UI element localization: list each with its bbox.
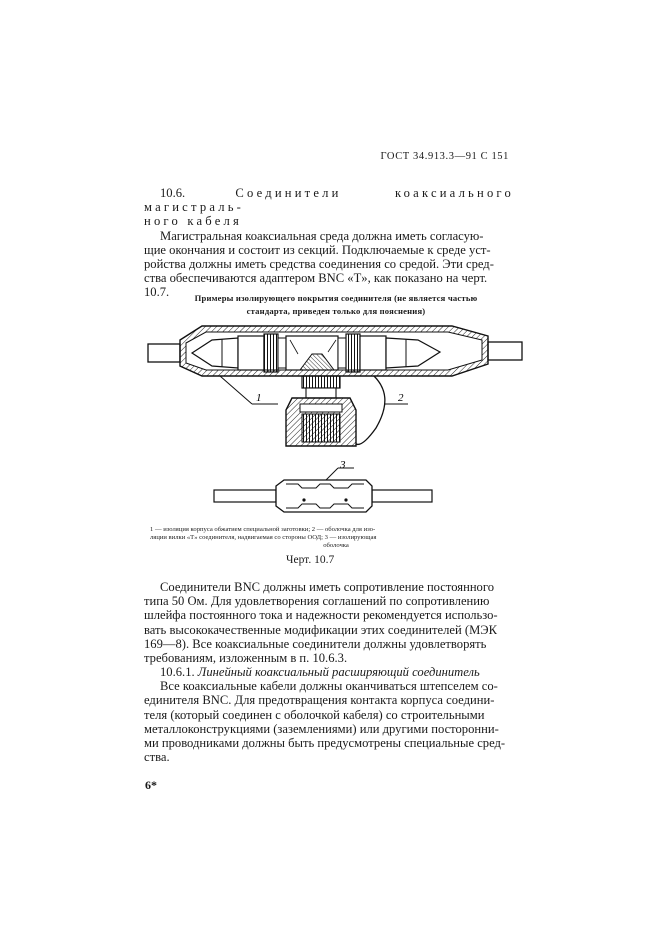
text-line: единителя BNC. Для предотвращения контакта корпуса соедини- [144,693,495,708]
figure-label: Черт. 10.7 [286,554,335,566]
legend-line: ляции вилки «T» соединителя, надвигаемая со стороны ООД; 3 — изолирующая [150,534,377,542]
legend-line: оболочка [323,542,349,550]
t-stem [286,376,356,446]
callout-label: 3 [340,459,346,471]
text-line: 10.7. [144,285,170,300]
page-signature-mark: 6* [145,778,157,792]
text-line: требованиям, изложенным в п. 10.6.3. [144,651,348,666]
text-line: ства. [144,750,170,765]
running-head: ГОСТ 34.913.3—91 С 151 [380,151,509,162]
paragraph-bnc [144,580,514,665]
cable-right [488,342,522,360]
inline-sleeve-drawing [214,468,432,512]
figure-legend [150,526,522,551]
subsection-number: 10.6.1. [160,665,195,679]
section-number: 10.6. [160,186,186,200]
figure-caption-line: Примеры изолирующего покрытия соединителя (не является частью [194,293,478,303]
text-line: металлоконструкциями (заземлениями) или другими посторонни- [144,721,499,736]
legend-line: 1 — изоляция корпуса обжатием специальной заготовки; 2 — оболочка для изо- [150,526,376,533]
t-adapter [286,334,360,372]
section-10-6 [144,186,514,300]
subsection-title: Линейный коаксиальный расширяющий соединитель [197,665,480,679]
figure-caption-line: стандарта, приведен только для пояснения) [246,305,426,316]
text-line: 169—8). Все коаксиальные соединители должны удовлетворять [144,636,487,651]
figure-caption [150,292,522,318]
callout-label: 2 [398,392,404,404]
connector-drawing [140,318,530,523]
section-title-continued: ного кабеля [144,214,242,229]
text-line: ства обеспечиваются адаптером BNC «T», как показано на черт. [144,271,488,286]
text-line: Магистральная коаксиальная среда должна иметь согласую- [160,228,484,243]
section-10-6-1 [144,665,514,764]
callout-label: 1 [256,392,262,404]
text-line: шлейфа постоянного тока и надежности рекомендуется использо- [144,608,498,623]
text-line: ройства должны иметь средства соединения со средой. Эти сред- [144,257,494,272]
section-title: Соединители коаксиального магистраль- [144,186,514,215]
text-line: вать высококачественные модификации этих соединителей (МЭК [144,622,497,637]
text-line: Все коаксиальные кабели должны оканчиваться штепселем со- [160,679,498,694]
text-line: Соединители BNC должны иметь сопротивление постоянного [160,580,494,594]
text-line: теля (который соединен с оболочкой кабеля) со строительными [144,707,485,722]
cable-left [148,344,180,362]
text-line: типа 50 Ом. Для удовлетворения соглашений по сопротивлению [144,594,490,609]
text-line: щие окончания и состоит из секций. Подключаемые к среде уст- [144,242,491,257]
text-line: ми проводниками должны быть предусмотрены специальные сред- [144,736,506,751]
